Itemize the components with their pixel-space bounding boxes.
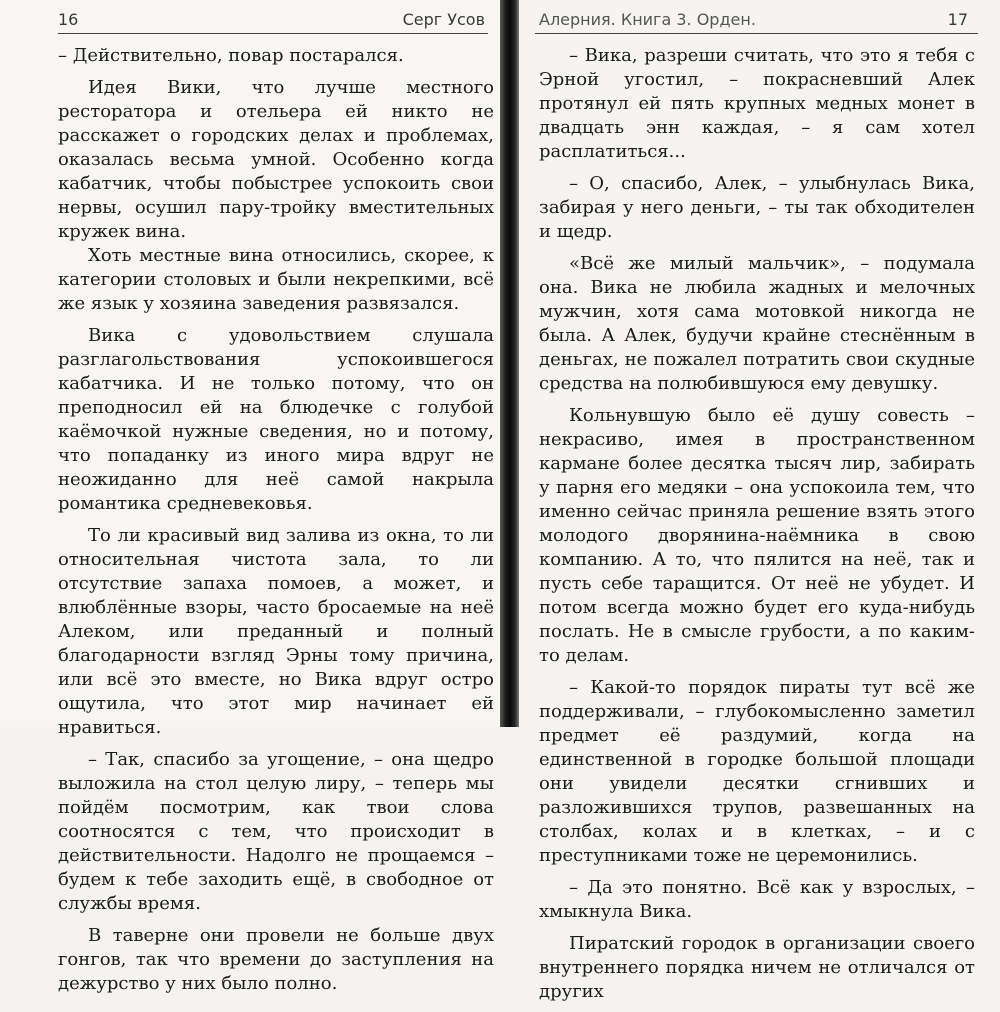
- paragraph: – Действительно, повар постарался.: [58, 45, 404, 66]
- paragraph: То ли красивый вид залива из окна, то ли относительная чистота зала, то ли отсутствие запаха помоев, а может, и влюблённые взоры, часто бросаемые на неё Алеком, или преданный и полный благодарности взгляд Эрны тому причина, или всё это вместе, но Вика вдруг остро ощутила, что этот мир начинает ей нравиться.: [58, 525, 494, 738]
- paragraph: Кольнувшую было её душу совесть – некрасиво, имея в пространственном кармане более десятка тысяч лир, забирать у парня его медяки – она успокоила тем, что именно сейчас приняла решение взять этого молодого дворянина-наёмника в свою компанию. А то, что пялится на неё, так и пусть себе таращится. От неё не убудет. И потом всегда можно будет его куда-нибудь послать. Не в смысле грубости, а по каким-то делам.: [539, 405, 975, 666]
- paragraph: – Вика, разреши считать, что это я тебя с Эрной угостил, – покрасневший Алек протянул ей пять крупных медных монет в двадцать энн каждая, – я сам хотел расплатиться...: [539, 45, 975, 162]
- paragraph: Идея Вики, что лучше местного ресторатора и отельера ей никто не расскажет о городских делах и проблемах, оказалась весьма умной. Особенно когда кабатчик, чтобы побыстрее успокоить свои нервы, осушил пару-тройку вместительных кружек вина.: [58, 77, 494, 242]
- header-divider: [535, 33, 978, 34]
- paragraph: – Да это понятно. Всё как у взрослых, – хмыкнула Вика.: [539, 877, 975, 922]
- page-number: 17: [947, 10, 968, 29]
- paragraph: – Какой-то порядок пираты тут всё же поддерживали, – глубокомысленно заметил предмет её раздумий, когда на единственной в городке большой площади они увидели десятки сгнивших и разложившихся трупов, развешанных на столбах, колах и в клетках, – и с преступниками тоже не церемонились.: [539, 677, 975, 866]
- paragraph: – Так, спасибо за угощение, – она щедро выложила на стол целую лиру, – теперь мы пойдём посмотрим, как твои слова соотносятся с тем, что происходит в действительности. Надолго не прощаемся – будем к тебе заходить ещё, в свободное от службы время.: [58, 749, 494, 914]
- paragraph: – О, спасибо, Алек, – улыбнулась Вика, забирая у него деньги, – ты так обходителен и щедр.: [539, 173, 975, 242]
- paragraph: Хоть местные вина относились, скорее, к категории столовых и были некрепкими, всё же язык у хозяина заведения развязался.: [58, 245, 494, 314]
- page-body: [58, 44, 494, 1004]
- header-divider: [58, 33, 488, 34]
- paragraph: «Всё же милый мальчик», – подумала она. Вика не любила жадных и мелочных мужчин, хотя сама мотовкой никогда не была. А Алек, будучи крайне стеснённым в деньгах, не пожалел потратить свои скудные средства на полюбившуюся ему девушку.: [539, 253, 975, 394]
- page-body: [539, 44, 975, 1012]
- left-page: [0, 0, 500, 994]
- paragraph: В таверне они провели не больше двух гонгов, так что времени до заступления на дежурство у них было полно.: [58, 925, 494, 994]
- page-number: 16: [58, 10, 79, 29]
- book-spine: [500, 0, 519, 727]
- running-title: Серг Усов: [402, 10, 485, 29]
- paragraph: Пиратский городок в организации своего внутреннего порядка ничем не отличался от других: [539, 933, 975, 1002]
- running-title: Алерния. Книга 3. Орден.: [539, 10, 756, 29]
- paragraph: Вика с удовольствием слушала разглагольствования успокоившегося кабатчика. И не только потому, что он преподносил ей на блюдечке с голубой каёмочкой нужные сведения, но и потому, что попаданку из иного мира вдруг не неожиданно для неё самой накрыла романтика средневековья.: [58, 325, 494, 514]
- right-page: [519, 0, 1000, 1002]
